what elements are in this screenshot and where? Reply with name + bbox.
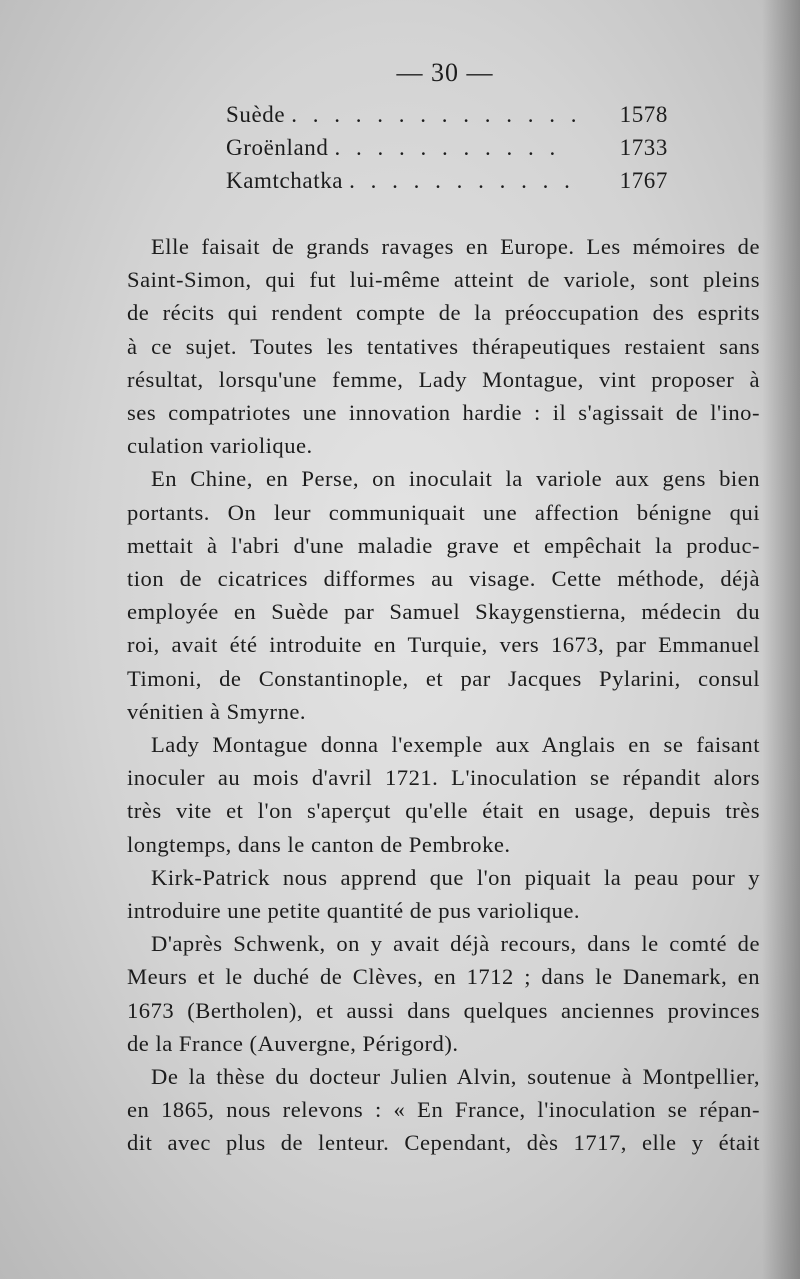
dates-table [226,102,668,201]
table-row [226,135,668,168]
text-line: Lady Montague donna l'exemple aux Anglais en se faisant [151,732,760,758]
table-leader-dots: . . . . . . . . . . . [349,168,575,193]
text-line: tion de cicatrices difformes au visage. Cette méthode, déjà [127,566,760,592]
text-line: Saint-Simon, qui fut lui-même atteint de variole, sont pleins [127,267,760,293]
table-place: Groënland [226,135,329,160]
page-edge-shadow [762,0,800,1279]
text-line: employée en Suède par Samuel Skaygenstierna, médecin du [127,599,760,625]
text-line: culation variolique. [127,433,313,459]
table-place: Kamtchatka [226,168,344,193]
text-line: Meurs et le duché de Clèves, en 1712 ; dans le Danemark, en [127,964,760,990]
table-leader-dots: . . . . . . . . . . . [334,135,561,160]
text-line: de récits qui rendent compte de la préoccupation des esprits [127,300,760,326]
text-line: dit avec plus de lenteur. Cependant, dès 1717, elle y était [127,1130,760,1156]
text-line: introduire une petite quantité de pus variolique. [127,898,581,924]
text-line: Elle faisait de grands ravages en Europe. Les mémoires de [151,234,760,259]
text-line: vénitien à Smyrne. [127,698,307,724]
text-line: Timoni, de Constantinople, et par Jacques Pylarini, consul [127,665,760,691]
table-year: 1578 [619,102,668,127]
text-line: Kirk-Patrick nous apprend que l'on piquait la peau pour y [151,864,760,890]
text-line: mettait à l'abri d'une maladie grave et empêchait la produc- [127,532,760,558]
text-line: D'après Schwenk, on y avait déjà recours, dans le comté de [151,931,760,957]
page-number: — 30 — [396,58,494,87]
body-text [127,230,760,1160]
text-line: résultat, lorsqu'une femme, Lady Montague, vint proposer à [127,366,760,392]
text-line: longtemps, dans le canton de Pembroke. [127,831,511,857]
table-row [226,102,668,135]
text-line: de la France (Auvergne, Périgord). [127,1030,459,1056]
table-year: 1733 [619,135,668,160]
text-line: inoculer au mois d'avril 1721. L'inoculation se répandit alors [127,765,760,791]
text-line: roi, avait été introduite en Turquie, vers 1673, par Emmanuel [127,632,760,658]
text-line: En Chine, en Perse, on inoculait la variole aux gens bien [151,466,760,492]
table-leader-dots: . . . . . . . . . . . . . . [291,102,582,127]
text-line: très vite et l'on s'aperçut qu'elle était en usage, depuis très [127,798,760,824]
text-line: à ce sujet. Toutes les tentatives thérapeutiques restaient sans [127,333,760,359]
table-row [226,168,668,201]
text-line: portants. On leur communiquait une affection bénigne qui [127,499,760,525]
text-line: ses compatriotes une innovation hardie : il s'agissait de l'ino- [127,400,760,426]
table-year: 1767 [619,168,668,193]
text-line: en 1865, nous relevons : « En France, l'inoculation se répan- [127,1097,760,1123]
text-line: 1673 (Bertholen), et aussi dans quelques anciennes provinces [127,997,760,1023]
text-line: De la thèse du docteur Julien Alvin, soutenue à Montpellier, [151,1064,760,1090]
table-place: Suède [226,102,286,127]
